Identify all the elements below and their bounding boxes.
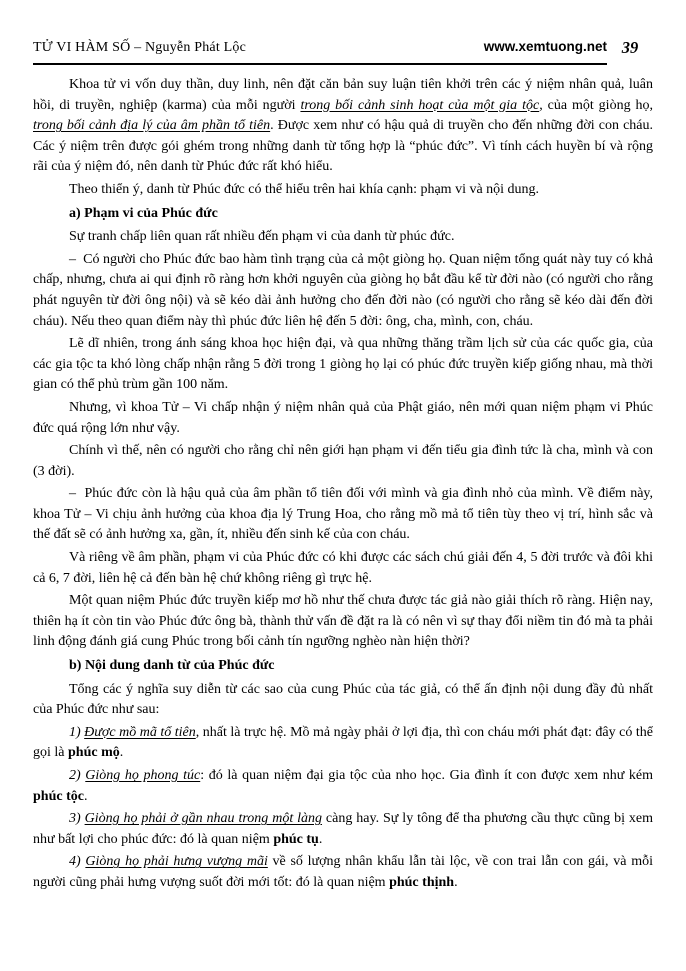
text-run: . — [119, 745, 124, 761]
page-body — [33, 75, 653, 894]
paragraph-03: Sự tranh chấp liên quan rất nhiều đến phạm vi của danh từ phúc đức. — [69, 229, 455, 245]
paragraph-06: Nhưng, vì khoa Tử – Vi chấp nhận ý niệm nhân quả của Phật giáo, nên mới quan niệm phạm vi Phúc đức quá rộng lớn như vậy. — [33, 399, 653, 436]
text-run: . — [454, 874, 458, 890]
header-rule-zone — [33, 39, 607, 65]
page-header — [33, 38, 653, 65]
text-run: . — [83, 788, 88, 804]
paragraph-02: Theo thiển ý, danh từ Phúc đức có thể hiểu trên hai khía cạnh: phạm vi và nội dung. — [69, 181, 540, 197]
underlined-phrase: Giòng họ phải ở gần nhau trong một làng — [84, 811, 323, 827]
bold-term: phúc tộc — [33, 788, 84, 804]
heading-section-a: a) Phạm vi của Phúc đức — [69, 205, 218, 221]
bold-term: phúc thịnh — [389, 874, 455, 890]
text-run: , nhất là trực hệ. Mồ mả ngày phải ở lợi địa, thì con cháu mới phát đạt: đây có thể gọi là — [33, 724, 653, 761]
book-title: TỬ VI HÀM SỐ – Nguyễn Phát Lộc — [33, 40, 246, 55]
page-number: 39 — [621, 38, 639, 57]
underlined-phrase: Giòng họ phải hưng vượng mãi — [85, 854, 268, 870]
underlined-phrase: trong bối cảnh sinh hoạt của một gia tộc — [300, 97, 540, 113]
paragraph-15 — [33, 852, 653, 893]
bold-term: phúc mộ — [68, 745, 120, 761]
paragraph-11: Tổng các ý nghĩa suy diễn từ các sao của cung Phúc của tác giả, có thể ấn định nội dung đầy đủ nhất của Phúc đức như sau: — [33, 681, 653, 718]
bold-term: phúc tụ — [273, 831, 319, 847]
underlined-phrase: Được mồ mã tổ tiên — [84, 724, 196, 740]
paragraph-10: Một quan niệm Phúc đức truyền kiếp mơ hồ như thế chưa được tác giả nào giải thích rõ ràng. Hiện nay, thiên hạ ít còn tin vào Phúc đức ông bà, thành thử vấn đề đặt ra là có nên vì sự thay đổi niềm tin đó mà ta phải linh động đánh giá cung Phúc trong bối cảnh tín ngưỡng nghèo nàn hiện thời? — [33, 593, 653, 650]
item-number: 4) — [69, 854, 86, 870]
text-run: càng hay. Sự ly tông để tha phương cầu thực cũng bị xem như bất lợi cho phúc đức: đó là quan niệm — [33, 811, 653, 847]
paragraph-05: Lẽ dĩ nhiên, trong ánh sáng khoa học hiện đại, và qua những thăng trầm lịch sử của các quốc gia, của các gia tộc ta khó lòng chấp nhận rằng 5 đời trong 1 giòng họ lại có phúc đức truyền kiếp giống nhau, mà thời gian có thể phủ trùm gần 100 năm. — [33, 336, 653, 393]
text-run: . — [318, 831, 323, 847]
paragraph-12 — [33, 723, 653, 764]
heading-section-b: b) Nội dung danh từ của Phúc đức — [69, 658, 275, 674]
underlined-phrase: trong bối cảnh địa lý của âm phần tổ tiên — [33, 118, 271, 134]
text-run: , của một giòng họ, — [539, 97, 653, 113]
text-run: về số lượng nhân khẩu lẫn tài lộc, về con trai lẫn con gái, và mỗi người cũng phải hưng vượng suốt đời mới tốt: đó là quan niệm — [33, 854, 653, 890]
paragraph-09: Và riêng về âm phần, phạm vi của Phúc đức có khi được các sách chú giải đến 4, 5 đời trước và đôi khi cả 6, 7 đời, liên hệ cả đến bàn hệ chứ không riêng gì trực hệ. — [33, 550, 653, 586]
item-number: 3) — [69, 811, 85, 827]
website-label: www.xemtuong.net — [483, 39, 607, 54]
paragraph-14 — [33, 809, 653, 850]
item-number: 2) — [69, 768, 86, 783]
text-run: : đó là quan niệm đại gia tộc của nho học. Gia đình ít con được xem như kém — [200, 768, 654, 783]
paragraph-13 — [33, 766, 653, 807]
paragraph-04: – Có người cho Phúc đức bao hàm tình trạng của cả một giòng họ. Quan niệm tổng quát này tuy có khả chấp, nhưng, chưa ai qui định rõ ràng hơn khởi nguyên của giòng họ bắt đầu kể từ đời nào (có người cho rằng phát nguyên từ đời ông nội) và sẽ kéo dài ảnh hưởng cho đến đời nào (có người cho rằng sẽ kéo dài đến đời cháu). Nếu theo quan điểm này thì phúc đức liên hệ đến 5 đời: ông, cha, mình, con, cháu. — [33, 251, 653, 329]
text-run: . Được xem như có hậu quả di truyền cho đến những đời con cháu. Các ý niệm trên được gói ghém trong những danh từ tổng hợp là “phúc đức”. Vì tính cách huyền bí và rộng rãi của ý niệm đó, nên danh từ Phúc đức rất khó hiểu. — [33, 118, 653, 175]
text-run: Khoa tử vi vốn duy thần, duy linh, nên đặt căn bản suy luận tiên khởi trên các ý niệm nhân quả, luân hồi, di truyền, nghiệp (karma) của mỗi người — [33, 77, 653, 113]
underlined-phrase: Giòng họ phong túc — [85, 768, 201, 783]
paragraph-08: – Phúc đức còn là hậu quả của âm phần tổ tiên đối với mình và gia đình nhỏ của mình. Về điểm này, khoa Tử – Vi chịu ảnh hưởng của khoa địa lý Trung Hoa, cho rằng mồ mả tổ tiên tùy theo vị trí, hình sắc và thế đất sẽ có ảnh hưởng xa, gần, ít, nhiều đến sinh kế của con cháu. — [33, 486, 653, 543]
item-number: 1) — [69, 724, 85, 740]
paragraph-01 — [33, 75, 653, 178]
paragraph-07: Chính vì thế, nên có người cho rằng chỉ nên giới hạn phạm vi đến tiểu gia đình tức là cha, mình và con (3 đời). — [33, 443, 653, 479]
